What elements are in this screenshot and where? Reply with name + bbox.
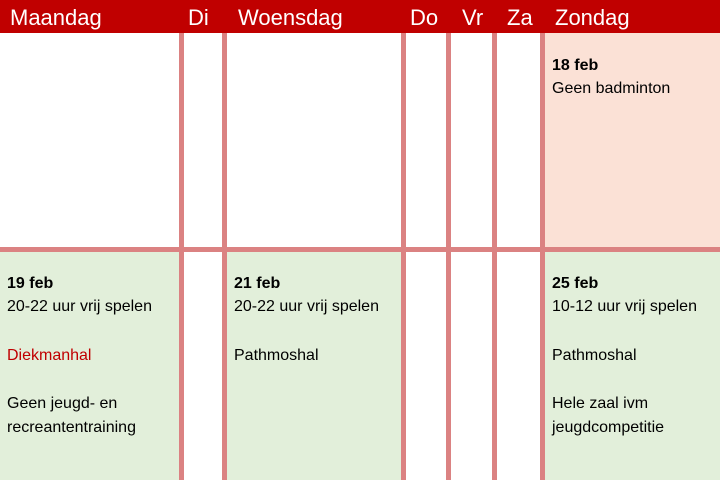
event-note: Hele zaal ivm — [552, 395, 649, 412]
header-maandag: Maandag — [10, 5, 102, 30]
event-time: 20-22 uur vrij spelen — [7, 298, 152, 315]
event-venue: Diekmanhal — [7, 347, 92, 364]
event-note: recreantentraining — [7, 419, 136, 436]
event-date: 21 feb — [234, 275, 281, 292]
header-zondag: Zondag — [555, 5, 630, 30]
event-note: Geen badminton — [552, 80, 671, 97]
header-donderdag: Do — [410, 5, 439, 30]
event-date: 25 feb — [552, 275, 599, 292]
event-venue: Pathmoshal — [552, 347, 637, 364]
header-dinsdag: Di — [188, 5, 209, 30]
event-week2-monday — [0, 252, 180, 480]
event-week2-sunday — [545, 252, 720, 480]
event-time: 10-12 uur vrij spelen — [552, 298, 697, 315]
event-week1-sunday — [545, 33, 720, 247]
weekday-header — [0, 0, 720, 33]
event-venue: Pathmoshal — [234, 347, 319, 364]
event-date: 19 feb — [7, 275, 54, 292]
event-time: 20-22 uur vrij spelen — [234, 298, 379, 315]
event-note: jeugdcompetitie — [552, 419, 665, 436]
event-week2-wednesday — [227, 252, 402, 480]
event-date: 18 feb — [552, 57, 599, 74]
column-divider — [492, 33, 497, 480]
event-note: Geen jeugd- en — [7, 395, 118, 412]
header-zaterdag: Za — [507, 5, 533, 30]
column-divider — [446, 33, 451, 480]
header-vrijdag: Vr — [462, 5, 484, 30]
header-woensdag: Woensdag — [238, 5, 343, 30]
